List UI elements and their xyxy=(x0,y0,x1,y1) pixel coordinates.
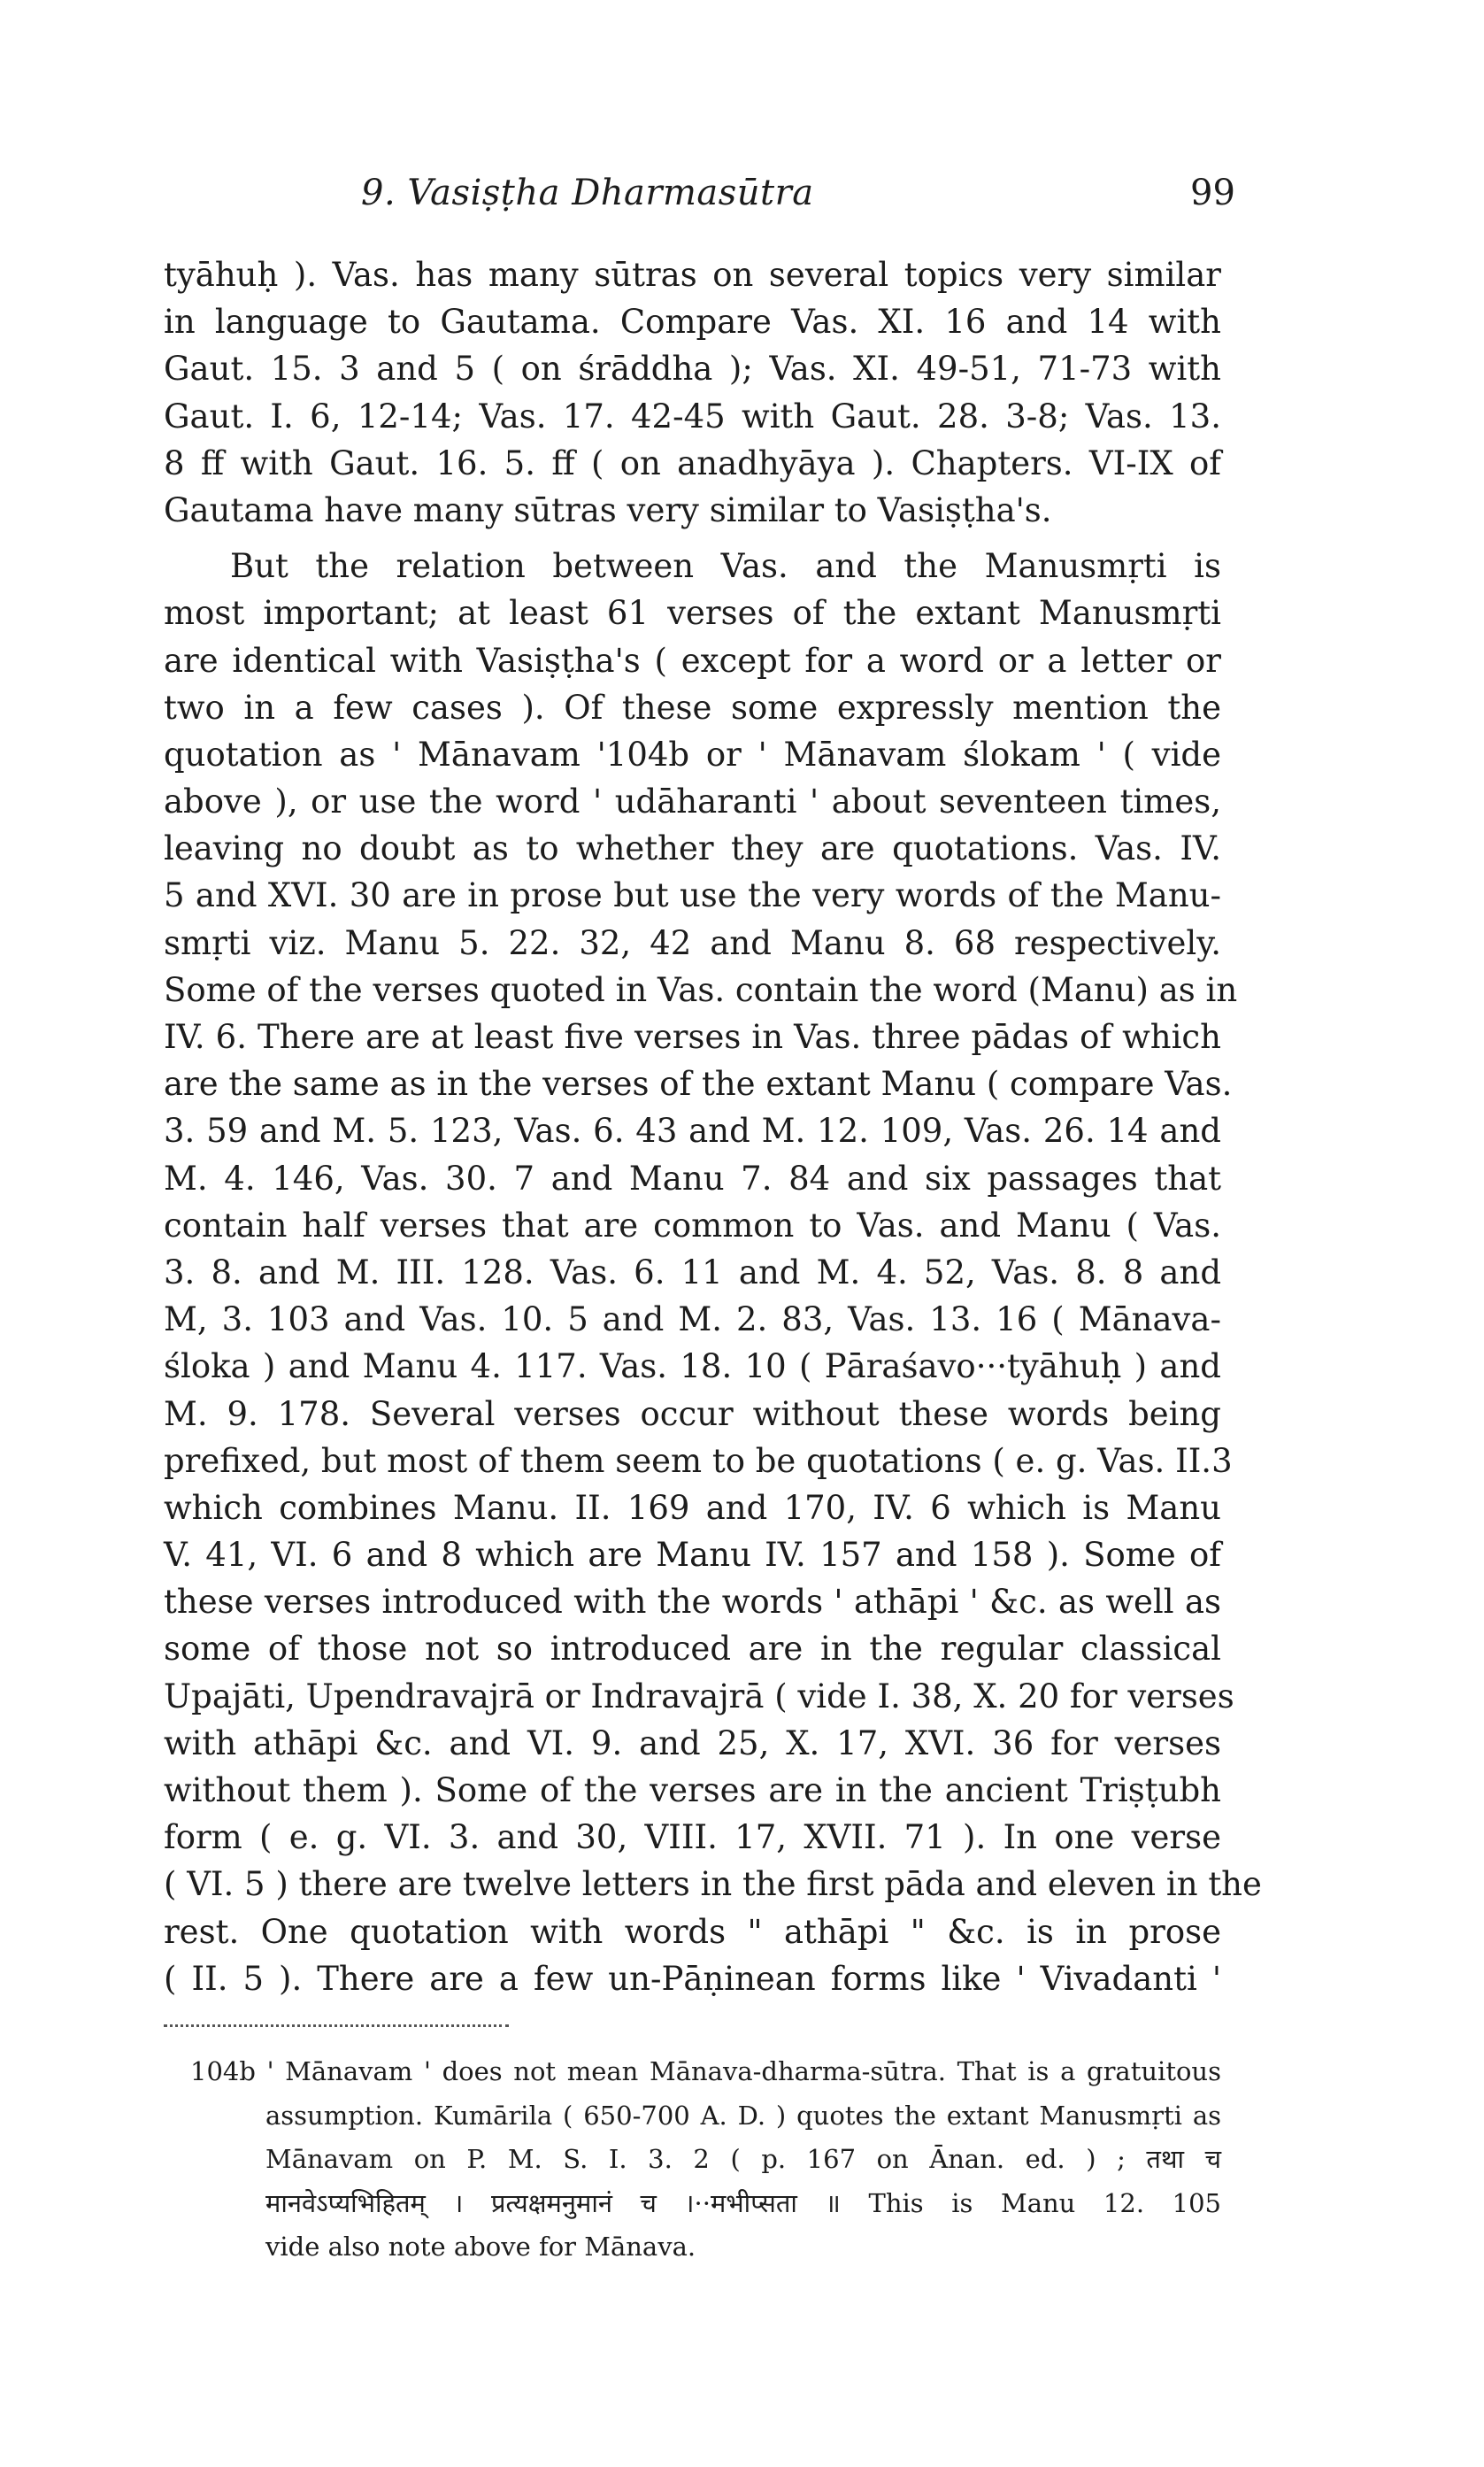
text-line: form ( e. g. VI. 3. and 30, VIII. 17, XVII. 71 ). In one verse xyxy=(164,1818,1221,1857)
body-text xyxy=(164,251,1262,2002)
text-line: Some of the verses quoted in Vas. contain the word (Manu) as in xyxy=(164,970,1238,1009)
text-line: ( VI. 5 ) there are twelve letters in the first pāda and eleven in the xyxy=(164,1865,1262,1904)
paragraph-2 xyxy=(164,543,1262,2002)
text-line: above ), or use the word ' udāharanti ' about seventeen times, xyxy=(164,783,1221,821)
footnote-line: 104b ' Mānavam ' does not mean Mānava-dharma-sūtra. That is a gratuitous xyxy=(190,2056,1221,2086)
text-line: rest. One quotation with words " athāpi " &c. is in prose xyxy=(164,1912,1221,1951)
text-line: which combines Manu. II. 169 and 170, IV. 6 which is Manu xyxy=(164,1488,1221,1527)
text-line: leaving no doubt as to whether they are quotations. Vas. IV. xyxy=(164,829,1221,868)
text-line: 3. 59 and M. 5. 123, Vas. 6. 43 and M. 12. 109, Vas. 26. 14 and xyxy=(164,1112,1221,1151)
text-line: quotation as ' Mānavam '104b or ' Mānavam ślokam ' ( vide xyxy=(164,735,1221,774)
text-line: M. 9. 178. Several verses occur without these words being xyxy=(164,1394,1221,1433)
text-line: Gaut. I. 6, 12-14; Vas. 17. 42-45 with Gaut. 28. 3-8; Vas. 13. xyxy=(164,397,1221,436)
text-line: But the relation between Vas. and the Manusmṛti is xyxy=(230,547,1221,586)
text-line: some of those not so introduced are in the regular classical xyxy=(164,1630,1221,1669)
text-line: most important; at least 61 verses of the extant Manusmṛti xyxy=(164,594,1221,633)
text-line: Gaut. 15. 3 and 5 ( on śrāddha ); Vas. XI. 49-51, 71-73 with xyxy=(164,350,1221,389)
text-line: V. 41, VI. 6 and 8 which are Manu IV. 157 and 158 ). Some of xyxy=(164,1536,1221,1575)
text-line: in language to Gautama. Compare Vas. XI. 16 and 14 with xyxy=(164,303,1221,342)
text-line: IV. 6. There are at least five verses in Vas. three pādas of which xyxy=(164,1018,1221,1056)
text-line: these verses introduced with the words ' athāpi ' &c. as well as xyxy=(164,1583,1221,1622)
text-line: ( II. 5 ). There are a few un-Pāṇinean forms like ' Vivadanti ' xyxy=(164,1959,1221,1998)
text-line: are identical with Vasiṣṭha's ( except for a word or a letter or xyxy=(164,641,1221,680)
footnote-line: Mānavam on P. M. S. I. 3. 2 ( p. 167 on Ānan. ed. ) ; तथा च xyxy=(265,2144,1221,2175)
text-line: with athāpi &c. and VI. 9. and 25, X. 17, XVI. 36 for verses xyxy=(164,1723,1221,1762)
text-line: 8 ff with Gaut. 16. 5. ff ( on anadhyāya ). Chapters. VI-IX of xyxy=(164,443,1221,482)
text-line: M. 4. 146, Vas. 30. 7 and Manu 7. 84 and six passages that xyxy=(164,1159,1221,1198)
text-line: 5 and XVI. 30 are in prose but use the very words of the Manu- xyxy=(164,876,1221,915)
text-line: Upajāti, Upendravajrā or Indravajrā ( vide I. 38, X. 20 for verses xyxy=(164,1677,1234,1715)
text-line: tyāhuḥ ). Vas. has many sūtras on several topics very similar xyxy=(164,256,1221,294)
text-line: śloka ) and Manu 4. 117. Vas. 18. 10 ( Pāraśavo···tyāhuḥ ) and xyxy=(164,1347,1221,1386)
text-line: contain half verses that are common to Vas. and Manu ( Vas. xyxy=(164,1206,1221,1245)
footnote-line: assumption. Kumārila ( 650-700 A. D. ) quotes the extant Manusmṛti as xyxy=(265,2100,1221,2131)
footnote-line: vide also note above for Mānava. xyxy=(265,2232,696,2263)
text-line: are the same as in the verses of the extant Manu ( compare Vas. xyxy=(164,1065,1233,1104)
text-line: two in a few cases ). Of these some expressly mention the xyxy=(164,688,1221,727)
page-header xyxy=(0,173,1484,226)
footnotes xyxy=(164,2050,1221,2270)
text-line: 3. 8. and M. III. 128. Vas. 6. 11 and M. 4. 52, Vas. 8. 8 and xyxy=(164,1253,1221,1291)
footnote-line: मानवेऽप्यभिहितम् । प्रत्यक्षमनुमानं च ।··मभीप्सता ॥ This is Manu 12. 105 xyxy=(265,2187,1221,2218)
text-line: Gautama have many sūtras very similar to Vasiṣṭha's. xyxy=(164,490,1052,529)
page-number: 99 xyxy=(1190,173,1235,213)
paragraph-1 xyxy=(164,251,1221,534)
footnote-divider xyxy=(164,2024,509,2027)
text-line: M, 3. 103 and Vas. 10. 5 and M. 2. 83, Vas. 13. 16 ( Mānava- xyxy=(164,1300,1221,1339)
text-line: smṛti viz. Manu 5. 22. 32, 42 and Manu 8. 68 respectively. xyxy=(164,923,1221,962)
text-line: prefixed, but most of them seem to be quotations ( e. g. Vas. II.3 xyxy=(164,1441,1233,1480)
running-title: 9. Vasiṣṭha Dharmasūtra xyxy=(361,173,814,213)
text-line: without them ). Some of the verses are in the ancient Triṣṭubh xyxy=(164,1771,1221,1809)
